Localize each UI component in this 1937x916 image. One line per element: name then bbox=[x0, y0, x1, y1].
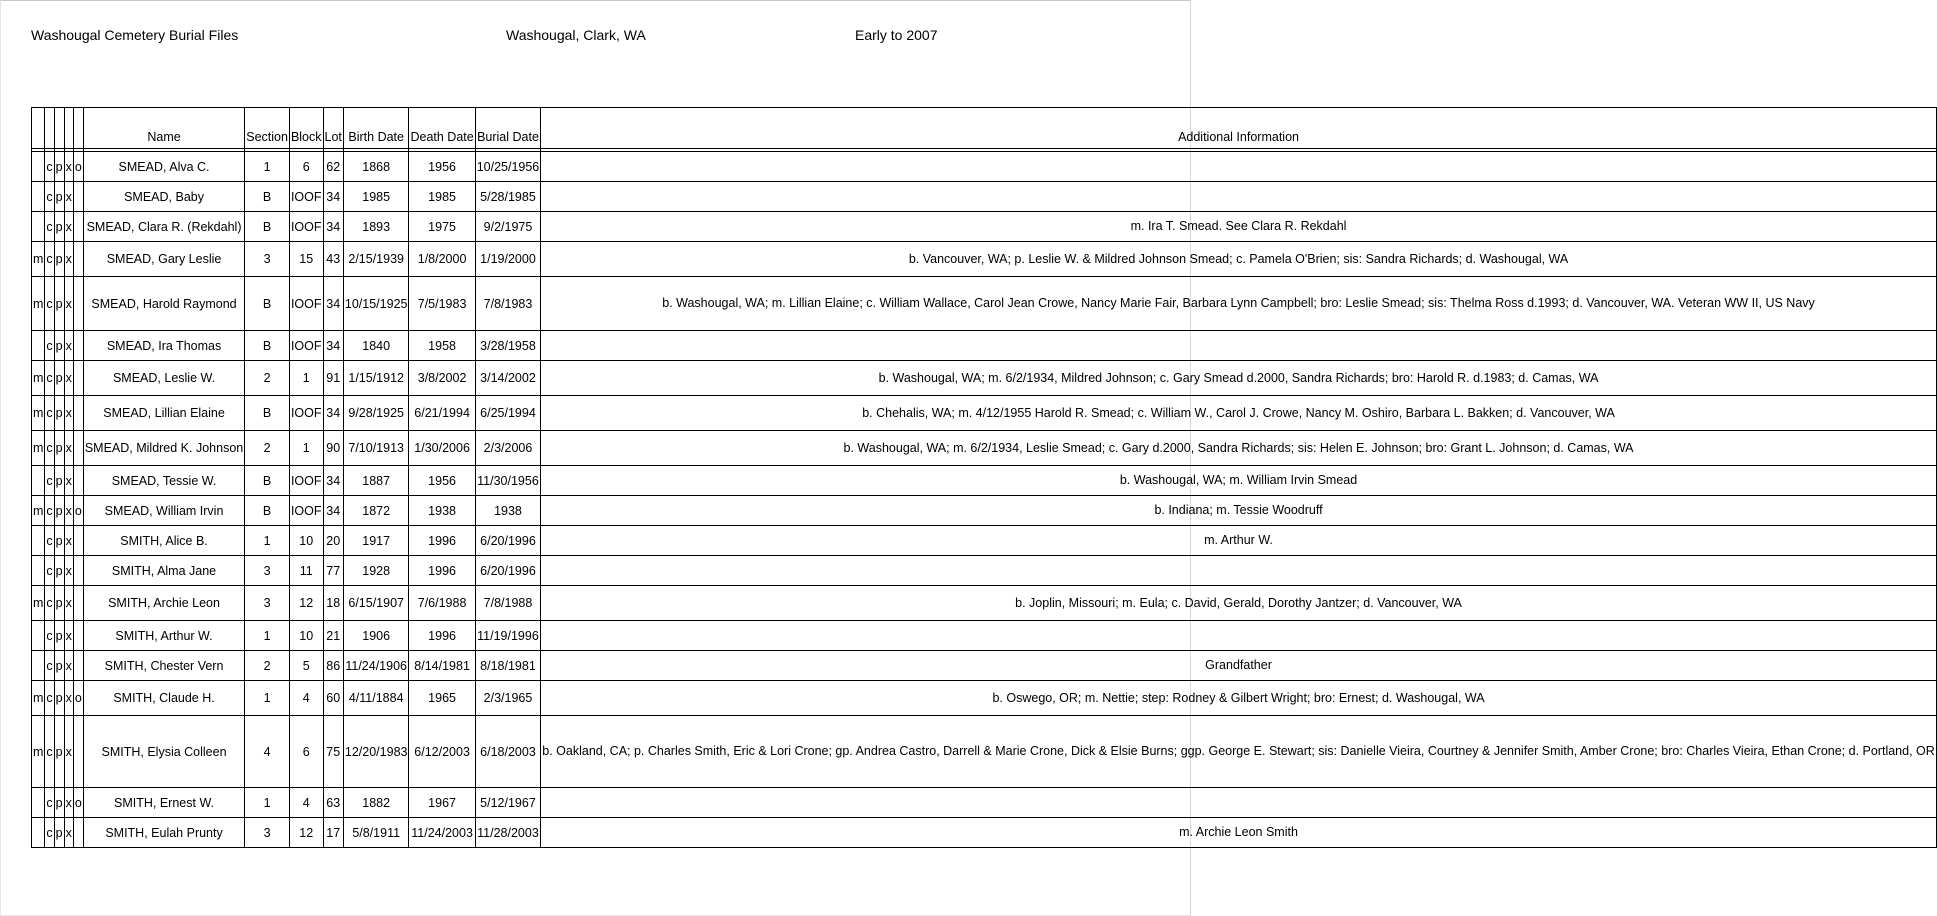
death-date-cell: 1985 bbox=[409, 182, 475, 212]
block-cell: 1 bbox=[289, 361, 323, 396]
burial-date-cell: 6/20/1996 bbox=[475, 556, 541, 586]
block-cell: 12 bbox=[289, 818, 323, 848]
additional-info-cell: b. Washougal, WA; m. William Irvin Smead bbox=[541, 466, 1937, 496]
death-date-cell: 1938 bbox=[409, 496, 475, 526]
flag-m-cell: m bbox=[32, 242, 45, 277]
section-cell: 3 bbox=[245, 556, 290, 586]
flag-x-cell: x bbox=[64, 556, 73, 586]
flag-m-cell bbox=[32, 788, 45, 818]
section-cell: 1 bbox=[245, 788, 290, 818]
block-cell: IOOF bbox=[289, 396, 323, 431]
flag-header-4 bbox=[64, 108, 73, 149]
burial-date-cell: 6/18/2003 bbox=[475, 716, 541, 788]
death-date-cell: 1996 bbox=[409, 556, 475, 586]
burial-date-cell: 3/14/2002 bbox=[475, 361, 541, 396]
burial-table bbox=[31, 107, 1937, 848]
flag-c-cell: c bbox=[45, 621, 54, 651]
flag-c-cell: c bbox=[45, 526, 54, 556]
lot-cell: 77 bbox=[323, 556, 343, 586]
table-row bbox=[32, 716, 1937, 788]
flag-header-1 bbox=[32, 108, 45, 149]
burial-date-cell: 1/19/2000 bbox=[475, 242, 541, 277]
flag-o-cell bbox=[73, 212, 83, 242]
death-date-cell: 1975 bbox=[409, 212, 475, 242]
death-date-cell: 1/30/2006 bbox=[409, 431, 475, 466]
flag-x-cell: x bbox=[64, 496, 73, 526]
document-location: Washougal, Clark, WA bbox=[506, 27, 646, 43]
lot-cell: 91 bbox=[323, 361, 343, 396]
flag-m-cell: m bbox=[32, 361, 45, 396]
flag-m-cell: m bbox=[32, 716, 45, 788]
lot-cell: 18 bbox=[323, 586, 343, 621]
burial-date-cell: 9/2/1975 bbox=[475, 212, 541, 242]
lot-cell: 75 bbox=[323, 716, 343, 788]
flag-p-cell: p bbox=[54, 182, 64, 212]
flag-o-cell bbox=[73, 361, 83, 396]
name-cell: SMEAD, Baby bbox=[83, 182, 244, 212]
flag-x-cell: x bbox=[64, 716, 73, 788]
lot-cell: 60 bbox=[323, 681, 343, 716]
burial-date-cell: 5/28/1985 bbox=[475, 182, 541, 212]
flag-o-cell bbox=[73, 556, 83, 586]
block-cell: 10 bbox=[289, 621, 323, 651]
birth-date-cell: 11/24/1906 bbox=[343, 651, 409, 681]
burial-date-cell: 2/3/1965 bbox=[475, 681, 541, 716]
table-row bbox=[32, 212, 1937, 242]
additional-info-cell: b. Chehalis, WA; m. 4/12/1955 Harold R. Smead; c. William W., Carol J. Crowe, Nancy M. Oshiro, Barbara L. Bakken; d. Vancouver, WA bbox=[541, 396, 1937, 431]
birth-date-cell: 1/15/1912 bbox=[343, 361, 409, 396]
name-cell: SMITH, Eulah Prunty bbox=[83, 818, 244, 848]
birth-date-header: Birth Date bbox=[343, 108, 409, 149]
flag-c-cell: c bbox=[45, 681, 54, 716]
death-date-cell: 7/6/1988 bbox=[409, 586, 475, 621]
lot-cell: 90 bbox=[323, 431, 343, 466]
flag-c-cell: c bbox=[45, 431, 54, 466]
burial-date-header: Burial Date bbox=[475, 108, 541, 149]
lot-cell: 34 bbox=[323, 496, 343, 526]
section-cell: 2 bbox=[245, 431, 290, 466]
death-date-header: Death Date bbox=[409, 108, 475, 149]
lot-cell: 34 bbox=[323, 466, 343, 496]
additional-info-cell bbox=[541, 556, 1937, 586]
section-cell: 2 bbox=[245, 361, 290, 396]
birth-date-cell: 9/28/1925 bbox=[343, 396, 409, 431]
section-header: Section bbox=[245, 108, 290, 149]
flag-p-cell: p bbox=[54, 466, 64, 496]
additional-info-cell: b. Joplin, Missouri; m. Eula; c. David, Gerald, Dorothy Jantzer; d. Vancouver, WA bbox=[541, 586, 1937, 621]
flag-p-cell: p bbox=[54, 651, 64, 681]
name-cell: SMITH, Alice B. bbox=[83, 526, 244, 556]
lot-cell: 63 bbox=[323, 788, 343, 818]
section-cell: B bbox=[245, 182, 290, 212]
flag-p-cell: p bbox=[54, 396, 64, 431]
name-cell: SMEAD, Clara R. (Rekdahl) bbox=[83, 212, 244, 242]
additional-info-cell: m. Ira T. Smead. See Clara R. Rekdahl bbox=[541, 212, 1937, 242]
flag-m-cell: m bbox=[32, 277, 45, 331]
flag-p-cell: p bbox=[54, 242, 64, 277]
burial-date-cell: 11/30/1956 bbox=[475, 466, 541, 496]
document-date-range: Early to 2007 bbox=[855, 27, 938, 43]
name-header: Name bbox=[83, 108, 244, 149]
flag-c-cell: c bbox=[45, 277, 54, 331]
table-row bbox=[32, 526, 1937, 556]
table-row bbox=[32, 152, 1937, 182]
name-cell: SMEAD, William Irvin bbox=[83, 496, 244, 526]
flag-m-cell bbox=[32, 651, 45, 681]
additional-info-cell: m. Arthur W. bbox=[541, 526, 1937, 556]
table-row bbox=[32, 556, 1937, 586]
section-cell: 3 bbox=[245, 242, 290, 277]
block-header: Block bbox=[289, 108, 323, 149]
name-cell: SMEAD, Tessie W. bbox=[83, 466, 244, 496]
flag-m-cell: m bbox=[32, 396, 45, 431]
lot-cell: 21 bbox=[323, 621, 343, 651]
death-date-cell: 1996 bbox=[409, 526, 475, 556]
death-date-cell: 1/8/2000 bbox=[409, 242, 475, 277]
death-date-cell: 6/21/1994 bbox=[409, 396, 475, 431]
birth-date-cell: 5/8/1911 bbox=[343, 818, 409, 848]
birth-date-cell: 4/11/1884 bbox=[343, 681, 409, 716]
additional-info-cell: m. Archie Leon Smith bbox=[541, 818, 1937, 848]
flag-x-cell: x bbox=[64, 681, 73, 716]
additional-info-cell: b. Washougal, WA; m. Lillian Elaine; c. William Wallace, Carol Jean Crowe, Nancy Marie Fair, Barbara Lynn Campbell; bro: Leslie Smead; sis: Thelma Ross d.1993; d. Vancouver, WA. Veteran WW II, US Navy bbox=[541, 277, 1937, 331]
table-row bbox=[32, 277, 1937, 331]
flag-o-cell bbox=[73, 182, 83, 212]
flag-o-cell bbox=[73, 396, 83, 431]
section-cell: 3 bbox=[245, 818, 290, 848]
flag-p-cell: p bbox=[54, 788, 64, 818]
additional-info-cell: b. Oakland, CA; p. Charles Smith, Eric & Lori Crone; gp. Andrea Castro, Darrell & Marie Crone, Dick & Elsie Burns; ggp. George E. Stewart; sis: Danielle Vieira, Courtney & Jennifer Smith, Amber Crone; bro: Charles Vieira, Ethan Crone; d. Portland, OR bbox=[541, 716, 1937, 788]
flag-x-cell: x bbox=[64, 331, 73, 361]
flag-c-cell: c bbox=[45, 466, 54, 496]
flag-x-cell: x bbox=[64, 277, 73, 331]
name-cell: SMITH, Ernest W. bbox=[83, 788, 244, 818]
burial-date-cell: 7/8/1988 bbox=[475, 586, 541, 621]
block-cell: IOOF bbox=[289, 182, 323, 212]
table-row bbox=[32, 818, 1937, 848]
name-cell: SMEAD, Alva C. bbox=[83, 152, 244, 182]
additional-info-cell: Grandfather bbox=[541, 651, 1937, 681]
flag-p-cell: p bbox=[54, 556, 64, 586]
flag-c-cell: c bbox=[45, 182, 54, 212]
flag-o-cell bbox=[73, 431, 83, 466]
birth-date-cell: 1840 bbox=[343, 331, 409, 361]
flag-x-cell: x bbox=[64, 818, 73, 848]
burial-date-cell: 6/20/1996 bbox=[475, 526, 541, 556]
table-row bbox=[32, 242, 1937, 277]
section-cell: 1 bbox=[245, 621, 290, 651]
flag-p-cell: p bbox=[54, 212, 64, 242]
block-cell: 12 bbox=[289, 586, 323, 621]
additional-info-header: Additional Information bbox=[541, 108, 1937, 149]
document-title: Washougal Cemetery Burial Files bbox=[31, 27, 239, 43]
flag-p-cell: p bbox=[54, 681, 64, 716]
flag-o-cell bbox=[73, 526, 83, 556]
table-row bbox=[32, 466, 1937, 496]
death-date-cell: 3/8/2002 bbox=[409, 361, 475, 396]
flag-o-cell bbox=[73, 651, 83, 681]
flag-c-cell: c bbox=[45, 212, 54, 242]
lot-cell: 20 bbox=[323, 526, 343, 556]
flag-x-cell: x bbox=[64, 526, 73, 556]
lot-cell: 43 bbox=[323, 242, 343, 277]
flag-x-cell: x bbox=[64, 361, 73, 396]
block-cell: IOOF bbox=[289, 331, 323, 361]
flag-p-cell: p bbox=[54, 716, 64, 788]
flag-x-cell: x bbox=[64, 396, 73, 431]
flag-c-cell: c bbox=[45, 556, 54, 586]
burial-date-cell: 5/12/1967 bbox=[475, 788, 541, 818]
additional-info-cell: b. Indiana; m. Tessie Woodruff bbox=[541, 496, 1937, 526]
flag-p-cell: p bbox=[54, 586, 64, 621]
section-cell: 1 bbox=[245, 152, 290, 182]
flag-p-cell: p bbox=[54, 361, 64, 396]
birth-date-cell: 1872 bbox=[343, 496, 409, 526]
burial-date-cell: 11/28/2003 bbox=[475, 818, 541, 848]
birth-date-cell: 1868 bbox=[343, 152, 409, 182]
name-cell: SMITH, Arthur W. bbox=[83, 621, 244, 651]
death-date-cell: 7/5/1983 bbox=[409, 277, 475, 331]
section-cell: 3 bbox=[245, 586, 290, 621]
block-cell: 1 bbox=[289, 431, 323, 466]
flag-m-cell: m bbox=[32, 586, 45, 621]
table-row bbox=[32, 331, 1937, 361]
flag-c-cell: c bbox=[45, 788, 54, 818]
flag-x-cell: x bbox=[64, 212, 73, 242]
flag-x-cell: x bbox=[64, 621, 73, 651]
flag-p-cell: p bbox=[54, 331, 64, 361]
flag-c-cell: c bbox=[45, 651, 54, 681]
table-row bbox=[32, 396, 1937, 431]
table-row bbox=[32, 788, 1937, 818]
birth-date-cell: 2/15/1939 bbox=[343, 242, 409, 277]
block-cell: 15 bbox=[289, 242, 323, 277]
additional-info-cell: b. Washougal, WA; m. 6/2/1934, Leslie Smead; c. Gary d.2000, Sandra Richards; sis: Helen E. Johnson; bro: Grant L. Johnson; d. Camas, WA bbox=[541, 431, 1937, 466]
flag-o-cell: o bbox=[73, 152, 83, 182]
lot-cell: 17 bbox=[323, 818, 343, 848]
birth-date-cell: 1906 bbox=[343, 621, 409, 651]
birth-date-cell: 1893 bbox=[343, 212, 409, 242]
name-cell: SMEAD, Leslie W. bbox=[83, 361, 244, 396]
block-cell: 4 bbox=[289, 681, 323, 716]
name-cell: SMITH, Alma Jane bbox=[83, 556, 244, 586]
flag-c-cell: c bbox=[45, 716, 54, 788]
flag-p-cell: p bbox=[54, 818, 64, 848]
section-cell: B bbox=[245, 396, 290, 431]
burial-date-cell: 7/8/1983 bbox=[475, 277, 541, 331]
birth-date-cell: 1985 bbox=[343, 182, 409, 212]
birth-date-cell: 10/15/1925 bbox=[343, 277, 409, 331]
flag-x-cell: x bbox=[64, 431, 73, 466]
flag-m-cell bbox=[32, 212, 45, 242]
flag-c-cell: c bbox=[45, 331, 54, 361]
table-row bbox=[32, 361, 1937, 396]
name-cell: SMEAD, Mildred K. Johnson bbox=[83, 431, 244, 466]
birth-date-cell: 12/20/1983 bbox=[343, 716, 409, 788]
additional-info-cell bbox=[541, 621, 1937, 651]
flag-o-cell: o bbox=[73, 681, 83, 716]
death-date-cell: 8/14/1981 bbox=[409, 651, 475, 681]
block-cell: IOOF bbox=[289, 212, 323, 242]
additional-info-cell bbox=[541, 788, 1937, 818]
flag-p-cell: p bbox=[54, 526, 64, 556]
section-cell: 4 bbox=[245, 716, 290, 788]
additional-info-cell bbox=[541, 331, 1937, 361]
burial-date-cell: 2/3/2006 bbox=[475, 431, 541, 466]
additional-info-cell: b. Oswego, OR; m. Nettie; step: Rodney & Gilbert Wright; bro: Ernest; d. Washougal, WA bbox=[541, 681, 1937, 716]
section-cell: B bbox=[245, 496, 290, 526]
section-cell: B bbox=[245, 466, 290, 496]
flag-header-2 bbox=[45, 108, 54, 149]
name-cell: SMEAD, Lillian Elaine bbox=[83, 396, 244, 431]
lot-cell: 34 bbox=[323, 277, 343, 331]
death-date-cell: 1956 bbox=[409, 152, 475, 182]
block-cell: 4 bbox=[289, 788, 323, 818]
flag-o-cell bbox=[73, 621, 83, 651]
flag-m-cell: m bbox=[32, 496, 45, 526]
lot-header: Lot bbox=[323, 108, 343, 149]
flag-o-cell bbox=[73, 716, 83, 788]
birth-date-cell: 1887 bbox=[343, 466, 409, 496]
flag-p-cell: p bbox=[54, 496, 64, 526]
flag-c-cell: c bbox=[45, 152, 54, 182]
table-row bbox=[32, 182, 1937, 212]
additional-info-cell: b. Vancouver, WA; p. Leslie W. & Mildred Johnson Smead; c. Pamela O'Brien; sis: Sandra Richards; d. Washougal, WA bbox=[541, 242, 1937, 277]
section-cell: 2 bbox=[245, 651, 290, 681]
flag-c-cell: c bbox=[45, 818, 54, 848]
flag-m-cell bbox=[32, 182, 45, 212]
flag-m-cell bbox=[32, 621, 45, 651]
burial-date-cell: 8/18/1981 bbox=[475, 651, 541, 681]
flag-o-cell bbox=[73, 277, 83, 331]
flag-o-cell: o bbox=[73, 496, 83, 526]
flag-o-cell bbox=[73, 466, 83, 496]
table-row bbox=[32, 586, 1937, 621]
death-date-cell: 11/24/2003 bbox=[409, 818, 475, 848]
name-cell: SMITH, Elysia Colleen bbox=[83, 716, 244, 788]
death-date-cell: 1967 bbox=[409, 788, 475, 818]
flag-x-cell: x bbox=[64, 152, 73, 182]
section-cell: B bbox=[245, 212, 290, 242]
block-cell: 6 bbox=[289, 716, 323, 788]
flag-p-cell: p bbox=[54, 431, 64, 466]
burial-date-cell: 3/28/1958 bbox=[475, 331, 541, 361]
name-cell: SMITH, Chester Vern bbox=[83, 651, 244, 681]
flag-o-cell bbox=[73, 331, 83, 361]
block-cell: 6 bbox=[289, 152, 323, 182]
table-row bbox=[32, 621, 1937, 651]
lot-cell: 86 bbox=[323, 651, 343, 681]
flag-m-cell bbox=[32, 556, 45, 586]
burial-date-cell: 1938 bbox=[475, 496, 541, 526]
death-date-cell: 1956 bbox=[409, 466, 475, 496]
flag-o-cell: o bbox=[73, 788, 83, 818]
section-cell: B bbox=[245, 331, 290, 361]
table-row bbox=[32, 496, 1937, 526]
flag-p-cell: p bbox=[54, 277, 64, 331]
flag-m-cell bbox=[32, 526, 45, 556]
burial-date-cell: 10/25/1956 bbox=[475, 152, 541, 182]
block-cell: IOOF bbox=[289, 496, 323, 526]
flag-c-cell: c bbox=[45, 242, 54, 277]
flag-x-cell: x bbox=[64, 788, 73, 818]
flag-c-cell: c bbox=[45, 496, 54, 526]
section-cell: 1 bbox=[245, 681, 290, 716]
burial-date-cell: 6/25/1994 bbox=[475, 396, 541, 431]
flag-x-cell: x bbox=[64, 242, 73, 277]
birth-date-cell: 6/15/1907 bbox=[343, 586, 409, 621]
flag-header-3 bbox=[54, 108, 64, 149]
flag-x-cell: x bbox=[64, 586, 73, 621]
block-cell: 10 bbox=[289, 526, 323, 556]
flag-p-cell: p bbox=[54, 152, 64, 182]
flag-m-cell: m bbox=[32, 681, 45, 716]
flag-x-cell: x bbox=[64, 651, 73, 681]
flag-m-cell bbox=[32, 466, 45, 496]
section-cell: 1 bbox=[245, 526, 290, 556]
table-row bbox=[32, 431, 1937, 466]
birth-date-cell: 1882 bbox=[343, 788, 409, 818]
additional-info-cell bbox=[541, 182, 1937, 212]
name-cell: SMEAD, Gary Leslie bbox=[83, 242, 244, 277]
birth-date-cell: 1917 bbox=[343, 526, 409, 556]
flag-c-cell: c bbox=[45, 361, 54, 396]
block-cell: 5 bbox=[289, 651, 323, 681]
flag-o-cell bbox=[73, 242, 83, 277]
name-cell: SMEAD, Ira Thomas bbox=[83, 331, 244, 361]
flag-header-5 bbox=[73, 108, 83, 149]
flag-c-cell: c bbox=[45, 586, 54, 621]
flag-m-cell bbox=[32, 818, 45, 848]
burial-rows bbox=[32, 152, 1937, 848]
additional-info-cell bbox=[541, 152, 1937, 182]
name-cell: SMITH, Archie Leon bbox=[83, 586, 244, 621]
table-row bbox=[32, 651, 1937, 681]
flag-o-cell bbox=[73, 586, 83, 621]
lot-cell: 34 bbox=[323, 212, 343, 242]
additional-info-cell: b. Washougal, WA; m. 6/2/1934, Mildred Johnson; c. Gary Smead d.2000, Sandra Richards; bro: Harold R. d.1983; d. Camas, WA bbox=[541, 361, 1937, 396]
birth-date-cell: 1928 bbox=[343, 556, 409, 586]
death-date-cell: 1958 bbox=[409, 331, 475, 361]
lot-cell: 34 bbox=[323, 331, 343, 361]
flag-x-cell: x bbox=[64, 466, 73, 496]
flag-o-cell bbox=[73, 818, 83, 848]
section-cell: B bbox=[245, 277, 290, 331]
birth-date-cell: 7/10/1913 bbox=[343, 431, 409, 466]
table-row bbox=[32, 681, 1937, 716]
flag-m-cell: m bbox=[32, 431, 45, 466]
death-date-cell: 1996 bbox=[409, 621, 475, 651]
table-header-row bbox=[32, 108, 1937, 149]
flag-m-cell bbox=[32, 331, 45, 361]
burial-date-cell: 11/19/1996 bbox=[475, 621, 541, 651]
flag-p-cell: p bbox=[54, 621, 64, 651]
block-cell: IOOF bbox=[289, 466, 323, 496]
flag-m-cell bbox=[32, 152, 45, 182]
lot-cell: 34 bbox=[323, 182, 343, 212]
block-cell: 11 bbox=[289, 556, 323, 586]
name-cell: SMITH, Claude H. bbox=[83, 681, 244, 716]
death-date-cell: 1965 bbox=[409, 681, 475, 716]
name-cell: SMEAD, Harold Raymond bbox=[83, 277, 244, 331]
flag-c-cell: c bbox=[45, 396, 54, 431]
flag-x-cell: x bbox=[64, 182, 73, 212]
lot-cell: 34 bbox=[323, 396, 343, 431]
death-date-cell: 6/12/2003 bbox=[409, 716, 475, 788]
block-cell: IOOF bbox=[289, 277, 323, 331]
lot-cell: 62 bbox=[323, 152, 343, 182]
